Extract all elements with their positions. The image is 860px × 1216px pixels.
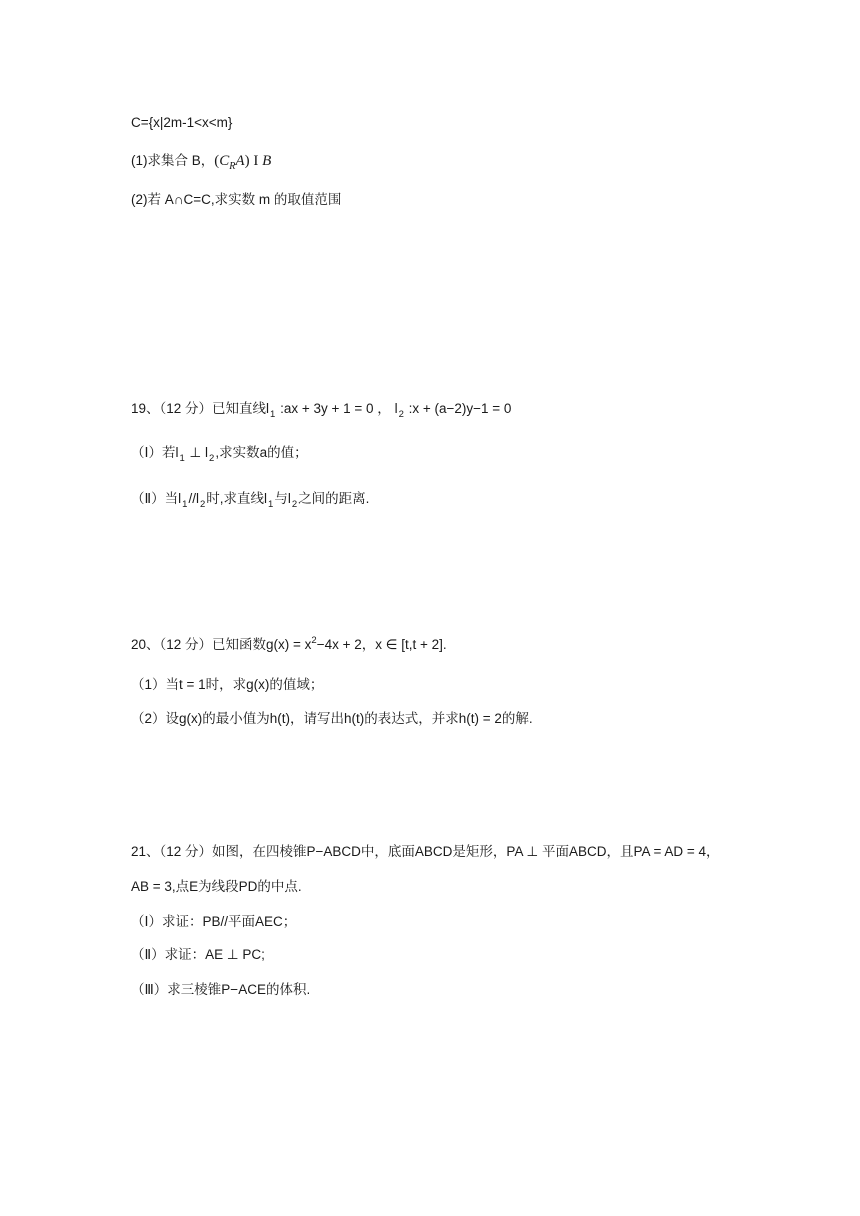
q18-formula-a: A [235, 153, 245, 169]
q20-rest: −4x + 2，x ∈ [t,t + 2]. [316, 637, 447, 652]
q21-stem-line-2: AB = 3,点E为线段PD的中点. [131, 879, 302, 894]
q19-stem [131, 399, 511, 421]
q18-part-2: (2)若 A∩C=C,求实数 m 的取值范围 [131, 192, 342, 207]
q19-l2-equation: :x + (a−2)y−1 = 0 [404, 401, 512, 416]
q19-l1: l [266, 401, 270, 416]
q19-p1-l1: l [175, 445, 179, 460]
q20-part-2: （2）设g(x)的最小值为h(t)，请写出h(t)的表达式，并求h(t) = 2的解. [131, 711, 533, 726]
q19-p2-l3: l [264, 491, 268, 506]
q19-p2-sub2: 2 [199, 499, 206, 510]
q19-p2-l1: l [178, 491, 182, 506]
q19-p2-l4: l [287, 491, 291, 506]
q20-stem [131, 635, 447, 657]
q19-l2-sub: 2 [398, 409, 404, 420]
q19-p1-text: ,求实数a的值； [215, 445, 308, 460]
q20-part-1: （1）当t = 1时，求g(x)的值域； [131, 677, 324, 692]
q19-l2: l [394, 401, 398, 416]
q19-l1-sub: 1 [270, 409, 276, 420]
q19-p1-perp: ⊥ [185, 445, 206, 460]
q21-part-3: （Ⅲ）求三棱锥P−ACE的体积. [131, 982, 311, 997]
q19-prefix: 19、（12 分）已知直线 [131, 401, 267, 416]
q19-p2-text-3: 之间的距离. [298, 491, 370, 506]
q21-part-2: （Ⅱ）求证：AE ⊥ PC; [131, 947, 265, 962]
q19-l1-equation: :ax + 3y + 1 = 0 ， [276, 401, 391, 416]
q20-prefix: 20、（12 分）已知函数g(x) = x [131, 637, 312, 652]
q19-p2-text-2: 与 [274, 491, 288, 506]
q19-p2-sub4: 2 [291, 499, 298, 510]
q19-p2-sub1: 1 [182, 499, 188, 510]
q18-formula-c: C [219, 153, 230, 169]
q18-formula-r: R [229, 161, 236, 172]
q20-exponent: 2 [311, 635, 317, 646]
q21-part-1: （Ⅰ）求证：PB//平面AEC； [131, 914, 297, 929]
q18-formula-open: ( [214, 153, 220, 169]
q21-stem-line-1: 21、（12 分）如图，在四棱锥P−ABCD中，底面ABCD是矩形，PA ⊥ 平面ABCD，且PA = AD = 4， [131, 844, 720, 859]
q19-p1-sub1: 1 [179, 453, 185, 464]
q19-p2-sub3: 1 [268, 499, 274, 510]
q19-p2-label: （Ⅱ）当 [131, 491, 179, 506]
q18-part-1-text: (1)求集合 B， [131, 153, 215, 168]
q19-part-1 [131, 443, 308, 465]
q19-p1-label: （Ⅰ）若 [131, 445, 176, 460]
q18-formula-close: ) [244, 153, 250, 169]
q19-p1-sub2: 2 [209, 453, 215, 464]
q19-p2-text-1: 时,求直线 [206, 491, 265, 506]
q19-part-2 [131, 489, 369, 511]
q19-p2-l2: l [195, 491, 199, 506]
q19-p2-parallel: // [188, 491, 196, 506]
q19-p1-l2: l [205, 445, 209, 460]
set-c-definition: C={x|2m-1<x<m} [131, 115, 233, 130]
q18-part-1 [131, 151, 271, 173]
q18-formula-op: I [253, 153, 259, 169]
q18-formula-b: B [262, 153, 272, 169]
